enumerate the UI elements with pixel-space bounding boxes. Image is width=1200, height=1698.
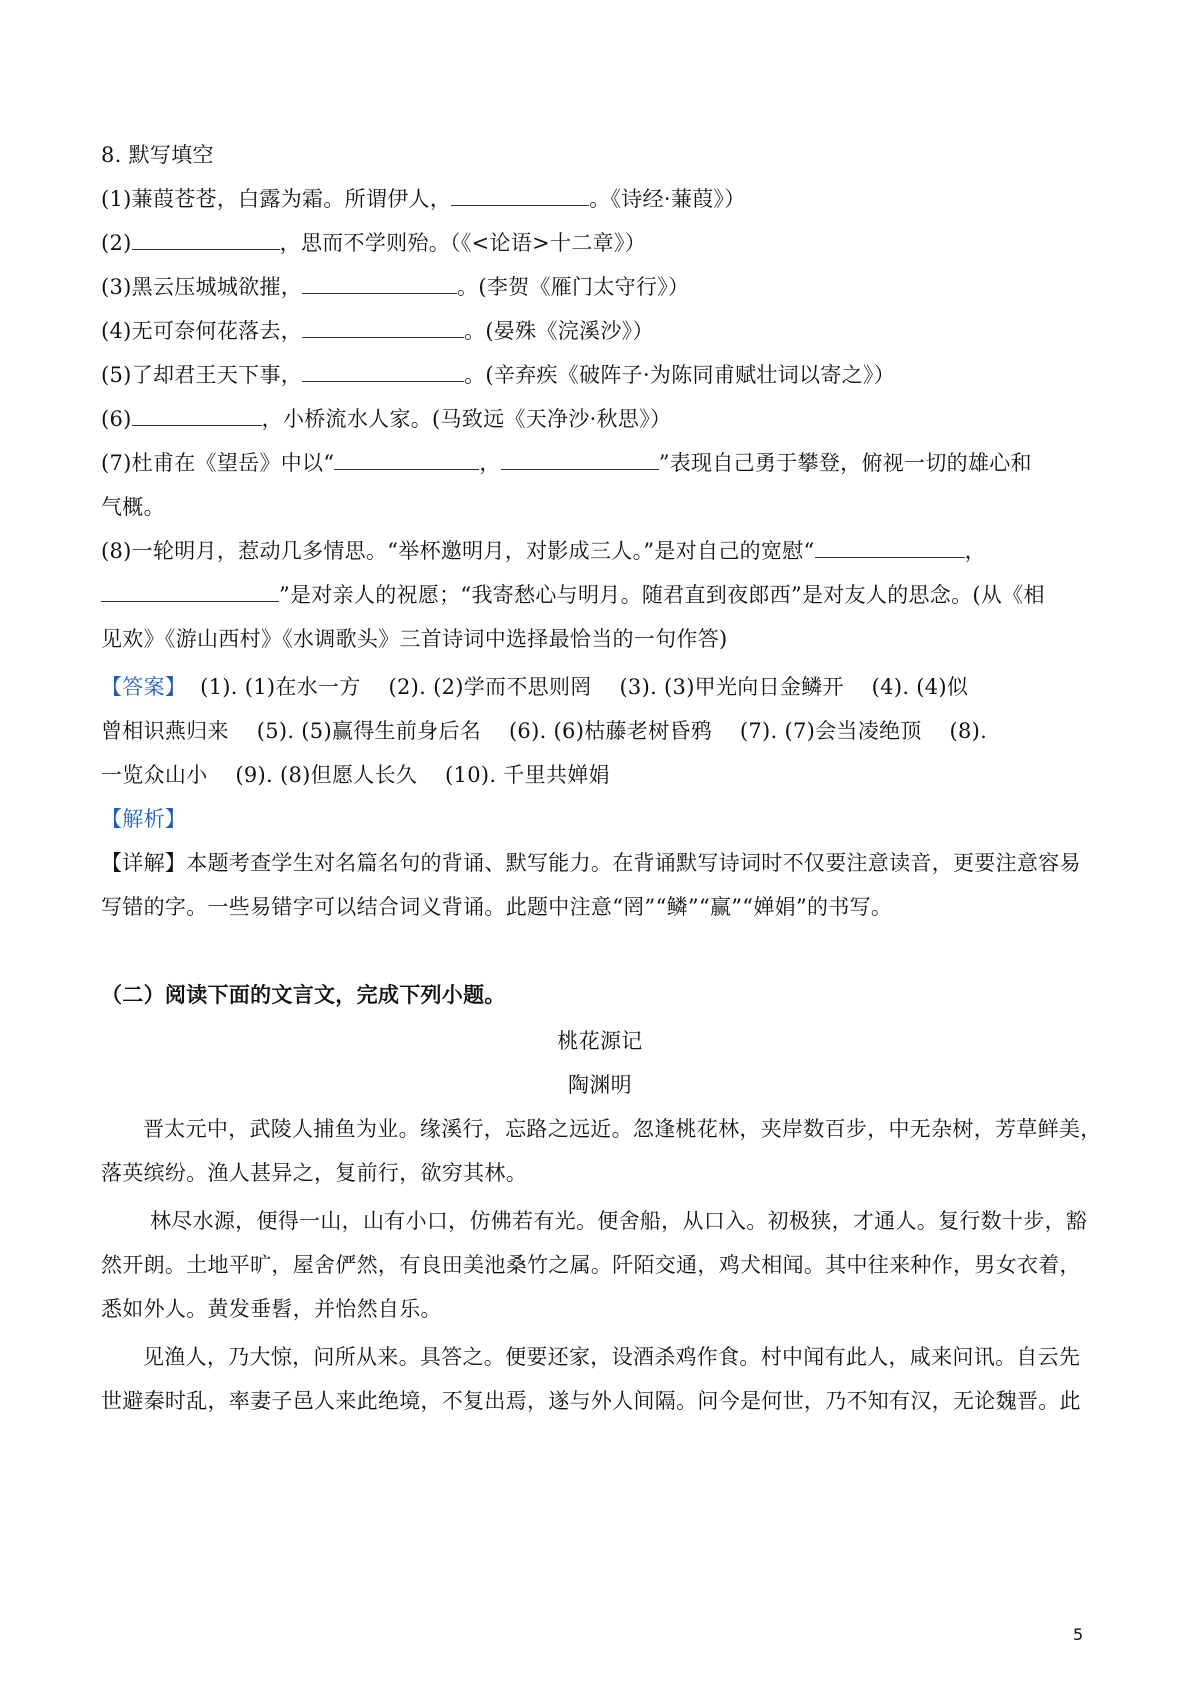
analysis-detail-2: 写错的字。一些易错字可以结合词义背诵。此题中注意“罔”“鳞”“赢”“婵娟”的书写。 [101, 895, 893, 919]
page-number: 5 [1073, 1625, 1084, 1644]
answer-blank[interactable] [302, 273, 457, 294]
question-item-6: (6) ，小桥流水人家。(马致远《天净沙·秋思》） [101, 407, 672, 431]
answer-line-1: 【答案】 (1). (1)在水一方 (2). (2)学而不思则罔 (3). (3)甲光向日金鳞开 (4). (4)似 [101, 675, 969, 699]
section-heading: （二）阅读下面的文言文，完成下列小题。 [101, 983, 506, 1007]
passage-p2-line1: 林尽水源，便得一山，山有小口，仿佛若有光。便舍船，从口入。初极狭，才通人。复行数十步，豁 [143, 1209, 1088, 1233]
question-item-1: (1)蒹葭苍苍，白露为霜。所谓伊人， 。《诗经·蒹葭》） [101, 187, 746, 211]
question-item-8-cont2: 见欢》《游山西村》《水调歌头》三首诗词中选择最恰当的一句作答) [101, 627, 728, 651]
question-item-8-cont: ”是对亲人的祝愿；“我寄愁心与明月。随君直到夜郎西”是对友人的思念。(从《相 [101, 580, 1101, 610]
answer-blank[interactable] [101, 581, 279, 602]
answer-blank[interactable] [132, 405, 262, 426]
answer-blank[interactable] [132, 229, 280, 250]
question-item-4: (4)无可奈何花落去， 。(晏殊《浣溪沙》） [101, 319, 654, 343]
question-item-5: (5)了却君王天下事， 。(辛弃疾《破阵子·为陈同甫赋壮词以寄之》） [101, 363, 896, 387]
analysis-label: 【解析】 [101, 807, 187, 831]
answer-blank[interactable] [815, 537, 965, 558]
answer-blank[interactable] [302, 361, 464, 382]
passage-p2-line3: 悉如外人。黄发垂髫，并怡然自乐。 [101, 1297, 442, 1321]
answer-blank[interactable] [501, 449, 659, 470]
answer-blank[interactable] [334, 449, 479, 470]
question-item-7: (7)杜甫在《望岳》中以“ ， ”表现自己勇于攀登，俯视一切的雄心和 [101, 451, 1032, 475]
passage-p3-line2: 世避秦时乱，率妻子邑人来此绝境，不复出焉，遂与外人间隔。问今是何世，乃不知有汉，无论魏晋。此 [101, 1389, 1081, 1413]
answer-blank[interactable] [451, 185, 589, 206]
passage-p1-line2: 落英缤纷。渔人甚异之，复前行，欲穷其林。 [101, 1161, 527, 1185]
passage-p3-line1: 见渔人，乃大惊，问所从来。具答之。便要还家，设酒杀鸡作食。村中闻有此人，咸来问讯。自云先 [143, 1345, 1081, 1369]
question-item-7-cont: 气概。 [101, 495, 165, 519]
passage-title: 桃花源记 [557, 1029, 643, 1053]
passage-author: 陶渊明 [568, 1073, 632, 1097]
passage-p2-line2: 然开朗。土地平旷，屋舍俨然，有良田美池桑竹之属。阡陌交通，鸡犬相闻。其中往来种作，男女衣着， [101, 1253, 1081, 1277]
question-item-3: (3)黑云压城城欲摧， 。(李贺《雁门太守行》） [101, 275, 690, 299]
answer-line-2: 曾相识燕归来 (5). (5)赢得生前身后名 (6). (6)枯藤老树昏鸦 (7). (7)会当凌绝顶 (8). [101, 719, 988, 743]
question-item-2: (2) ，思而不学则殆。（《<论语>十二章》） [101, 231, 647, 255]
answer-blank[interactable] [302, 317, 464, 338]
answer-label: 【答案】 [101, 675, 187, 699]
analysis-detail-1: 【详解】本题考查学生对名篇名句的背诵、默写能力。在背诵默写诗词时不仅要注意读音，更要注意容易 [101, 851, 1081, 875]
passage-p1-line1: 晋太元中，武陵人捕鱼为业。缘溪行，忘路之远近。忽逢桃花林，夹岸数百步，中无杂树，芳草鲜美， [143, 1117, 1102, 1141]
answer-line-3: 一览众山小 (9). (8)但愿人长久 (10). 千里共婵娟 [101, 763, 610, 787]
question-8-title: 8. 默写填空 [101, 143, 214, 167]
question-item-8: (8)一轮明月，惹动几多情思。“举杯邀明月，对影成三人。”是对自己的宽慰“ ， [101, 539, 986, 563]
